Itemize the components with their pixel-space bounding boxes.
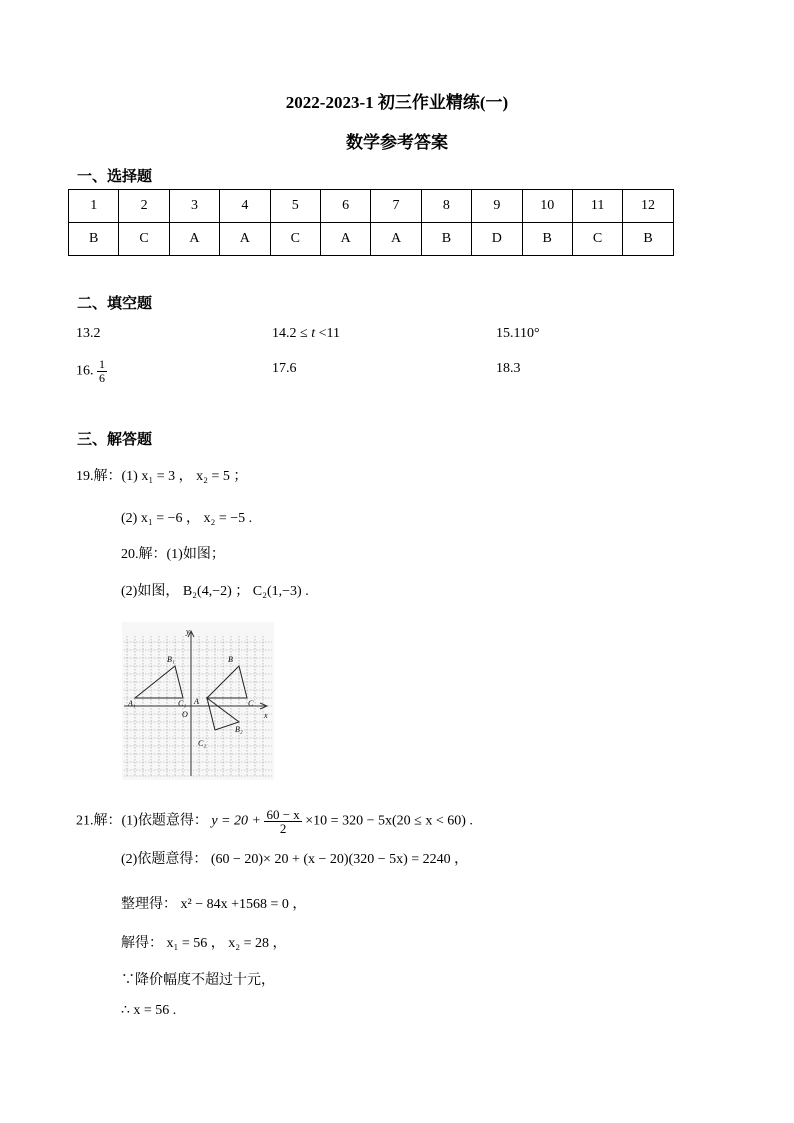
coordinate-graph-svg — [122, 622, 274, 780]
answer-16-prefix: 16. — [76, 363, 94, 379]
table-cell: 11 — [572, 190, 622, 223]
answer-13: 13.2 — [76, 326, 101, 341]
table-row — [69, 190, 674, 223]
fraction-denominator: 2 — [279, 821, 287, 836]
table-cell: 4 — [220, 190, 270, 223]
fraction-numerator: 1 — [99, 357, 105, 371]
point-c2-label: C₂ — [198, 739, 207, 748]
answer-20-line-1: 20.解：(1)如图； — [121, 547, 225, 562]
table-cell: 8 — [421, 190, 471, 223]
point-b-label: B — [228, 655, 233, 664]
table-cell: B — [522, 223, 572, 256]
table-cell: A — [320, 223, 370, 256]
section-heading-solve: 三、解答题 — [77, 432, 153, 448]
answer-14 — [272, 326, 340, 342]
table-cell: 9 — [472, 190, 522, 223]
answer-14-variable: t — [311, 326, 316, 341]
fraction-numerator: 60 − x — [266, 807, 300, 822]
answer-21-line-6: ∴ x = 56 . — [121, 1003, 177, 1018]
answer-19-line-2: (2) x₁ = −6 ， x₂ = −5 . — [121, 511, 253, 526]
table-cell: 1 — [69, 190, 119, 223]
point-b1-label: B₁ — [167, 655, 175, 664]
answer-15: 15.110° — [496, 326, 540, 341]
answer-14-relation: ≤ — [300, 326, 308, 341]
page-subtitle: 数学参考答案 — [346, 133, 448, 152]
answer-21-line-5: ∵降价幅度不超过十元， — [121, 973, 275, 988]
table-cell: 6 — [320, 190, 370, 223]
table-cell: 2 — [119, 190, 169, 223]
origin-label: O — [182, 710, 188, 719]
answer-21-fraction — [264, 808, 301, 835]
answer-17: 17.6 — [272, 361, 297, 376]
answer-21-prefix: 21.解：(1)依题意得： — [76, 813, 208, 829]
coordinate-graph — [122, 622, 274, 780]
answer-21-formula-b: ×10 = 320 − 5x(20 ≤ x < 60) . — [305, 813, 473, 829]
table-cell: A — [371, 223, 421, 256]
table-cell: A — [220, 223, 270, 256]
fraction-denominator: 6 — [99, 371, 105, 385]
answer-16 — [76, 358, 107, 385]
answer-21-line-1 — [76, 808, 473, 835]
table-cell: 12 — [623, 190, 673, 223]
section-heading-fill: 二、填空题 — [77, 296, 153, 312]
table-cell: B — [69, 223, 119, 256]
answer-18: 18.3 — [496, 361, 521, 376]
point-a-label: A — [194, 697, 199, 706]
section-heading-choice: 一、选择题 — [77, 169, 153, 185]
answer-21-line-2: (2)依题意得： (60 − 20)× 20 + (x − 20)(320 − 5x) = 2240 ， — [121, 852, 469, 867]
table-cell: 10 — [522, 190, 572, 223]
answer-21-line-3: 整理得： x² − 84x +1568 = 0 ， — [121, 897, 307, 912]
answer-20-line-2: (2)如图， B₂(4,−2) ； C₂(1,−3) . — [121, 584, 309, 599]
table-cell: C — [119, 223, 169, 256]
table-cell: D — [472, 223, 522, 256]
table-cell: B — [623, 223, 673, 256]
table-cell: 5 — [270, 190, 320, 223]
table-cell: 3 — [169, 190, 219, 223]
table-cell: B — [421, 223, 471, 256]
page-title: 2022-2023-1 初三作业精练(一) — [285, 93, 509, 112]
answer-table — [68, 189, 674, 256]
table-cell: 7 — [371, 190, 421, 223]
point-c-label: C — [248, 699, 254, 708]
point-c1-label: C₁ — [178, 699, 187, 708]
point-a1-label: A₁ — [128, 699, 136, 708]
answer-14-rest: <11 — [318, 326, 340, 341]
point-b2-label: B₂ — [235, 725, 243, 734]
table-cell: C — [572, 223, 622, 256]
y-axis-label: y — [186, 627, 190, 636]
table-cell: A — [169, 223, 219, 256]
answer-16-fraction — [97, 358, 107, 385]
table-row — [69, 223, 674, 256]
answer-14-prefix: 14.2 — [272, 326, 297, 341]
answer-19-line-1: 19.解：(1) x₁ = 3 ， x₂ = 5 ； — [76, 469, 248, 484]
table-cell: C — [270, 223, 320, 256]
x-axis-label: x — [264, 711, 268, 720]
answer-21-formula-a: y = 20 + — [211, 813, 261, 829]
answer-21-line-4: 解得： x₁ = 56 ， x₂ = 28 ， — [121, 936, 287, 951]
